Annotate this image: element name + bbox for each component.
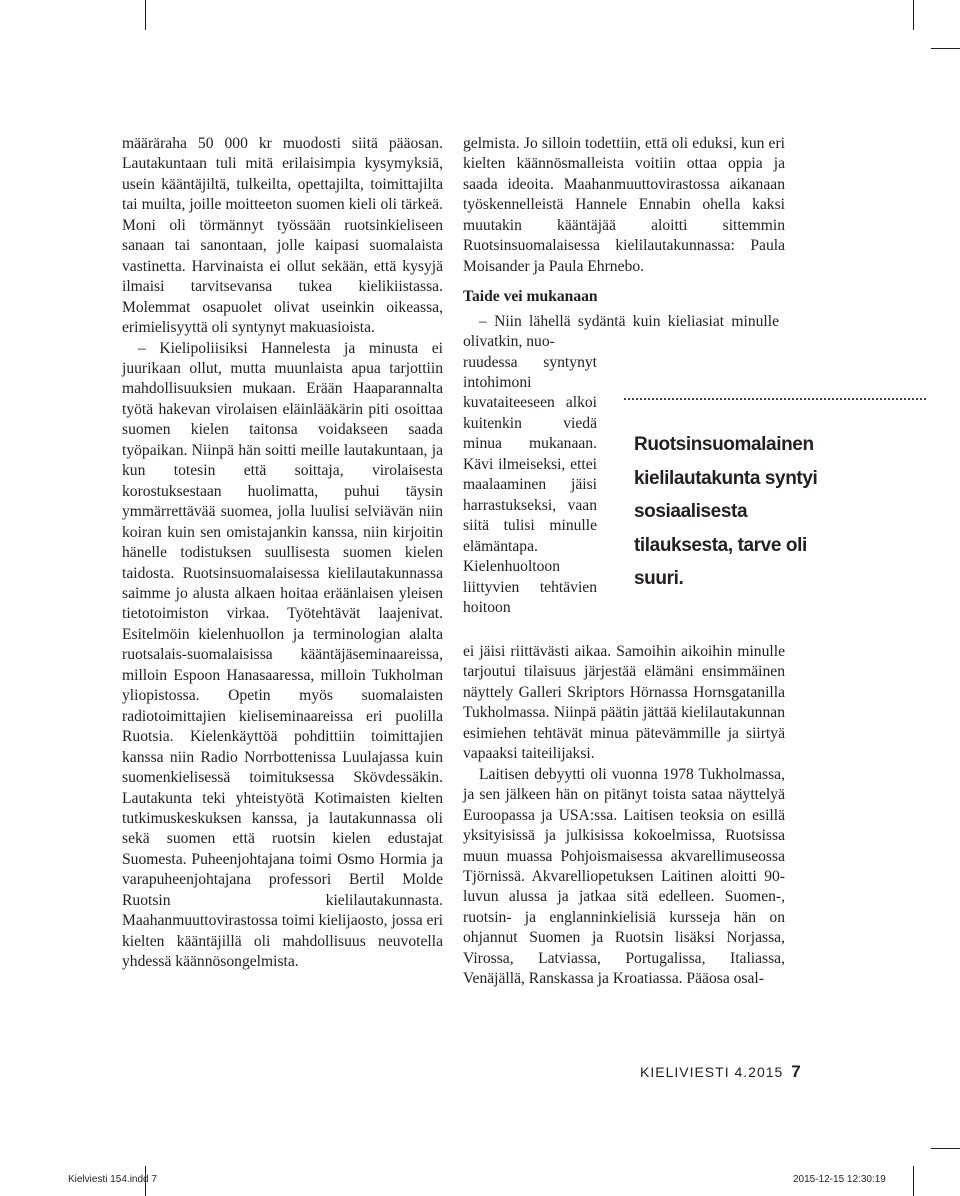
crop-mark	[913, 0, 914, 30]
crop-mark	[145, 0, 146, 30]
pull-quote-rule	[624, 398, 926, 400]
slug-file: Kielviesti 154.indd 7	[68, 1174, 157, 1185]
section-heading: Taide vei mukanaan	[463, 288, 598, 306]
paragraph: ei jäisi riittävästi aikaa. Samoihin aikoihin minulle tarjoutui tilaisuus järjestää elämäni ensimmäinen näyttely Galleri Skriptors Hörnassa Hornsgatanilla Tukholmassa. Niinpä päätin jättää kielilautakunnan esimiehen tehtävät minua pätevämmille ja siirtyä vapaaksi taiteilijaksi.	[463, 643, 785, 763]
crop-mark	[931, 1148, 960, 1149]
magazine-issue: KIELIVIESTI 4.2015	[640, 1064, 784, 1080]
left-column	[122, 134, 443, 973]
paragraph-wrapped: ruudessa syntynyt intohimoni kuvataiteeseen alkoi kuitenkin viedä minua mukanaan. Kävi ilmeiseksi, ettei maalaaminen jäisi harrastukseksi, vaan siitä tulisi minulle elämäntapa. Kielenhuoltoon liittyvien tehtävien hoitoon	[463, 353, 597, 616]
slug-datetime: 2015-12-15 12:30:19	[793, 1174, 886, 1185]
crop-mark	[931, 48, 960, 49]
crop-mark	[913, 1166, 914, 1196]
page-number: 7	[791, 1062, 801, 1081]
paragraph: – Kielipoliisiksi Hannelesta ja minusta ei juurikaan ollut, mutta muunlaista apua tarjottiin mahdollisuuksien mukaan. Erään Haaparannalta työtä hakevan virolaisen eläinlääkärin piti osoittaa suomen kielen taitonsa voidakseen saada työpaikan. Niinpä hän soitti meille lautakuntaan, ja kun totesin että soittaja, virolaisesta korostuksestaan huolimatta, puhui täysin ymmärrettävää suomea, jolla luulisi selviävän niin koiran kuin sen omistajankin kanssa, niin kirjoitin hänelle todistuksen suullisesta suomen kielen taidosta. Ruotsinsuomalaisessa kielilautakunnassa saimme jo alusta alkaen hoitaa eräänlaisen yleisen tietotoimiston virkaa. Työtehtävät laajenivat. Esitelmöin kielenhuollon ja terminologian alalta ruotsalais-suomalaisissa kääntäjäseminaareissa, milloin Espoon Hanasaaressa, milloin Tukholman yliopistossa. Opetin myös suomalaisten radiotoimittajien kieliseminaareissa eri puolilla Ruotsia. Kielenkäyttöä pohdittiin toimittajien kanssa niin Radio Norrbottenissa Luulajassa kuin suomenkielisessä toimituksessa Skövdessäkin. Lautakunta teki yhteistyötä Kotimaisten kielten tutkimuskeskuksen kanssa, ja lautakunnassa oli sekä suomen että ruotsin kielen edustajat Suomesta. Puheenjohtajana toimi Osmo Hormia ja varapuheenjohtajana professori Bertil Molde Ruotsin kielilautakunnasta. Maahanmuuttovirastossa toimi kielijaosto, jossa eri kielten kääntäjillä oli mahdollisuus neuvotella yhdessä käännösongelmista.	[122, 339, 443, 971]
middle-column-bottom	[463, 642, 785, 990]
paragraph: Laitisen debyytti oli vuonna 1978 Tukholmassa, ja sen jälkeen hän on pitänyt toista sataa näyttelyä Euroopassa ja USA:ssa. Laitisen teoksia on esillä yksityisissä ja julkisissa kokoelmissa, Ruotsissa muun muassa Pohjoismaisessa akvarellimuseossa Tjörnissä. Akvarelliopetuksen Laitinen aloitti 90-luvun alussa ja jatkaa sitä edelleen. Suomen-, ruotsin- ja englanninkielisiä kursseja hän on ohjannut Suomen ja Ruotsin lisäksi Norjassa, Virossa, Latviassa, Portugalissa, Italiassa, Venäjällä, Ranskassa ja Kroatiassa. Pääosa osal-	[463, 765, 785, 988]
page-folio	[640, 1062, 801, 1082]
paragraph: – Niin lähellä sydäntä kuin kieliasiat minulle olivatkin, nuo-	[463, 312, 779, 351]
paragraph: gelmista. Jo silloin todettiin, että oli eduksi, kun eri kielten käännösmalleista voitiin ottaa oppia ja saada ideoita. Maahanmuuttovirastossa aikanaan työskennelleistä Hannele Ennabin ohella kaksi muutakin kääntäjää aloitti sittemmin Ruotsinsuomalaisessa kielilautakunnassa: Paula Moisander ja Paula Ehrnebo.	[463, 135, 785, 275]
paragraph: määräraha 50 000 kr muodosti siitä pääosan. Lautakuntaan tuli mitä erilaisimpia kysymyksiä, usein kääntäjiltä, tulkeilta, opettajilta, toimittajilta tai muilta, joille moitteeton suomen kieli oli tärkeä. Moni oli törmännyt työssään ruotsinkieliseen sanaan tai sanontaan, jolle kaipasi suomalaista vastinetta. Harvinaista ei ollut sekään, että kysyjä ilmaisi tarvitsevansa tukea kielikiistassa. Molemmat osapuolet olivat useinkin oikeassa, erimielisyyttä oli syntynyt makuasioista.	[122, 135, 443, 337]
pull-quote: Ruotsinsuomalainen kielilautakunta syntyi sosiaalisesta tilauksesta, tarve oli suuri.	[634, 434, 818, 589]
